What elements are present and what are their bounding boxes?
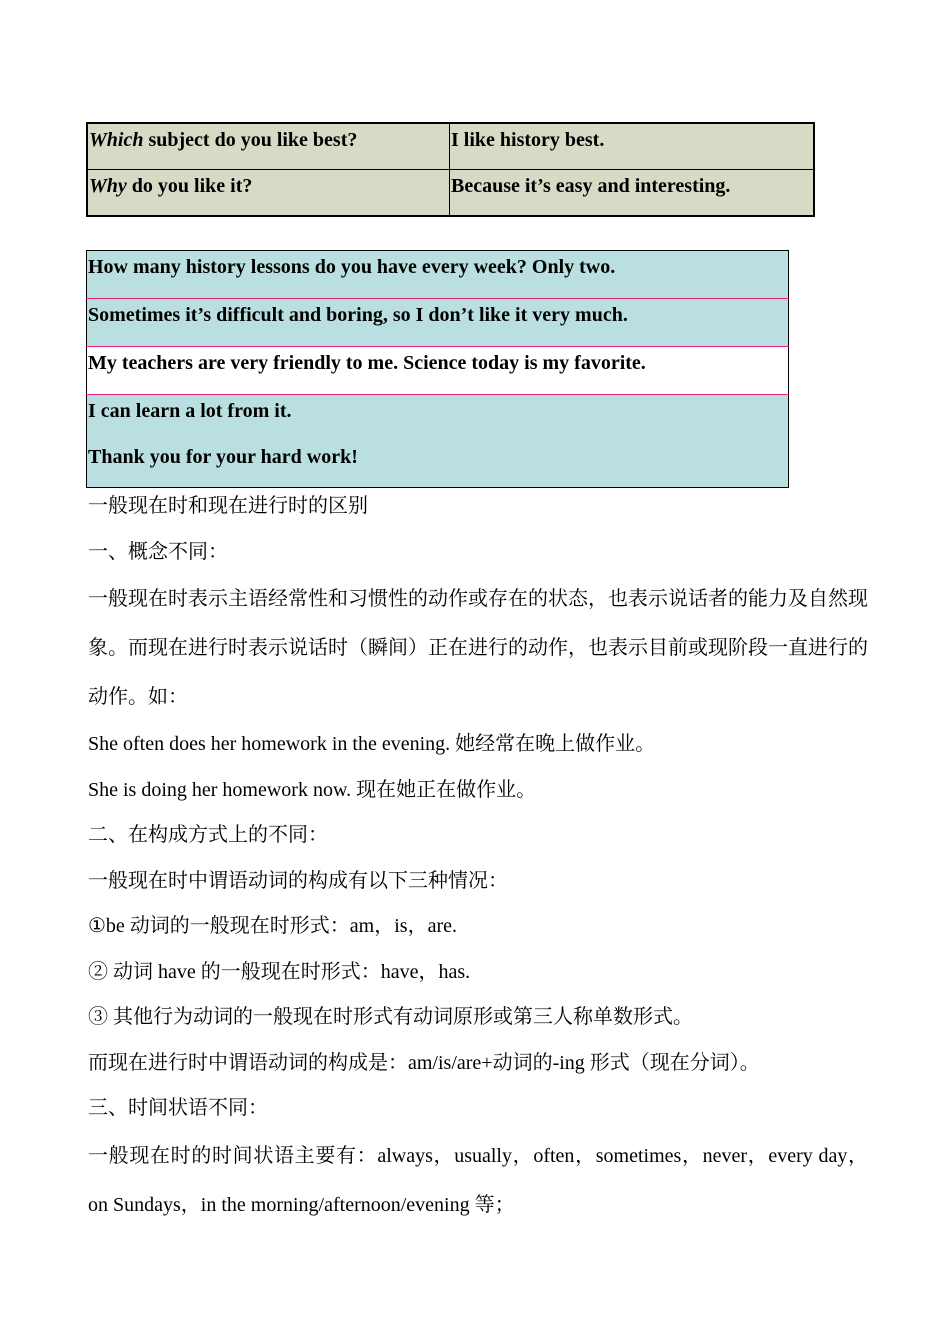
table-row bbox=[87, 347, 789, 395]
example-sentence: She often does her homework in the evening. 她经常在晚上做作业。 bbox=[88, 733, 656, 755]
paragraph: 一般现在时表示主语经常性和习惯性的动作或存在的状态，也表示说话者的能力及自然现象。而现在进行时表示说话时（瞬间）正在进行的动作，也表示目前或现阶段一直进行的动作。如： bbox=[88, 588, 868, 708]
question-keyword: Which bbox=[89, 129, 144, 151]
table-cell bbox=[87, 395, 789, 488]
dialogue-table-2 bbox=[86, 250, 789, 488]
section-heading: 二、在构成方式上的不同： bbox=[88, 824, 328, 846]
question-text: subject do you like best? bbox=[143, 129, 358, 151]
cell-line: Thank you for your hard work! bbox=[88, 446, 358, 468]
table-row bbox=[87, 395, 789, 488]
paragraph: 一般现在时的时间状语主要有：always，usually，often，sometimes，never，every day，on Sundays，in the morning/afternoon/evening 等； bbox=[88, 1144, 868, 1216]
dialogue-table-1 bbox=[86, 122, 815, 217]
list-item: ② 动词 have 的一般现在时形式：have，has. bbox=[88, 960, 471, 983]
table-row bbox=[87, 123, 814, 170]
answer-cell: I like history best. bbox=[450, 123, 815, 170]
paragraph: 一般现在时中谓语动词的构成有以下三种情况： bbox=[88, 869, 508, 892]
section-heading: 一、概念不同： bbox=[88, 540, 228, 563]
question-text: do you like it? bbox=[126, 175, 253, 197]
section-title: 一般现在时和现在进行时的区别 bbox=[88, 495, 368, 517]
cell-line: I can learn a lot from it. bbox=[88, 400, 292, 422]
question-cell bbox=[87, 123, 450, 170]
example-sentence: She is doing her homework now. 现在她正在做作业。 bbox=[88, 778, 537, 801]
document-body bbox=[88, 484, 868, 1230]
table-row bbox=[87, 251, 789, 299]
question-keyword: Why bbox=[89, 175, 127, 197]
answer-cell: Because it’s easy and interesting. bbox=[450, 170, 815, 217]
list-item: ①be 动词的一般现在时形式：am，is，are. bbox=[88, 915, 457, 937]
table-row bbox=[87, 170, 814, 217]
section-heading: 三、时间状语不同： bbox=[88, 1097, 268, 1119]
question-cell bbox=[87, 170, 450, 217]
list-item: ③ 其他行为动词的一般现在时形式有动词原形或第三人称单数形式。 bbox=[88, 1006, 693, 1028]
table-row bbox=[87, 299, 789, 347]
table-cell: How many history lessons do you have every week? Only two. bbox=[87, 251, 789, 299]
table-cell: My teachers are very friendly to me. Science today is my favorite. bbox=[87, 347, 789, 395]
paragraph: 而现在进行时中谓语动词的构成是：am/is/are+动词的-ing 形式（现在分词）。 bbox=[88, 1051, 760, 1074]
table-cell: Sometimes it’s difficult and boring, so I don’t like it very much. bbox=[87, 299, 789, 347]
